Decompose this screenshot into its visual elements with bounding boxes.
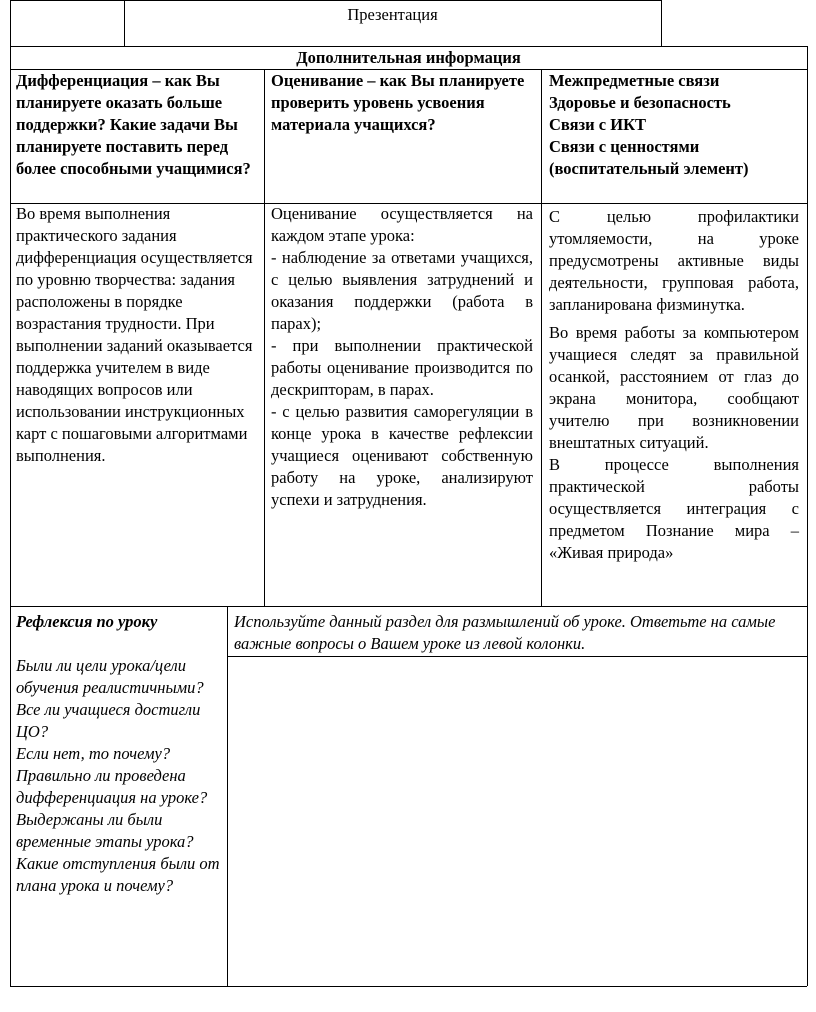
question-deviations: Какие отступления были от плана урока и почему? <box>16 854 220 895</box>
reflection-top-border <box>10 606 807 607</box>
reflection-instructions: Используйте данный раздел для размышлений об уроке. Ответьте на самые важные вопросы о Вашем уроке из левой колонки. <box>234 612 776 653</box>
reflection-answer-area[interactable] <box>228 657 807 986</box>
integration-paragraph: В процессе выполнения практической работы осуществляется интеграция с предметом Познание мира – «Живая природа» <box>549 455 799 562</box>
table-left-border <box>10 46 11 986</box>
body-cross-curricular <box>549 206 799 564</box>
header-differentiation: Дифференциация – как Вы планируете оказать больше поддержки? Какие задачи Вы планируете поставить перед более способными учащимися? <box>16 71 251 178</box>
header-line-interdisciplinary: Межпредметные связи <box>549 71 720 90</box>
header-cross-curricular <box>549 70 804 180</box>
question-goals: Были ли цели урока/цели обучения реалистичными? <box>16 656 204 697</box>
header-line-ict: Связи с ИКТ <box>549 115 647 134</box>
reflection-questions <box>16 655 221 897</box>
question-differentiation: Правильно ли проведена дифференциация на уроке? <box>16 766 208 807</box>
assessment-intro: Оценивание осуществляется на каждом этапе урока: <box>271 204 533 245</box>
table-right-border <box>807 46 808 986</box>
header-assessment: Оценивание – как Вы планируете проверить уровень усвоения материала учащихся? <box>271 71 525 134</box>
question-why-not: Если нет, то почему? <box>16 744 171 763</box>
health-paragraph-1: С целью профилактики утомляемости, на уроке предусмотрены активные виды деятельности, групповая работа, запланирована физминутка. <box>549 207 799 314</box>
question-achieved: Все ли учащиеся достигли ЦО? <box>16 700 201 741</box>
body-assessment <box>271 203 533 511</box>
question-timing: Выдержаны ли были временные этапы урока? <box>16 810 194 851</box>
presentation-label: Презентация <box>347 5 438 24</box>
top-border <box>10 0 661 1</box>
col-divider-1 <box>264 69 265 606</box>
reflection-title: Рефлексия по уроку <box>16 612 158 631</box>
assessment-item: - с целью развития саморегуляции в конце урока в качестве рефлексии учащиеся оценивают собственную работу на уроке, анализируют успехи и затруднения. <box>271 402 533 509</box>
col-divider-2 <box>541 69 542 606</box>
assessment-item: - при выполнении практической работы оценивание производится по дескрипторам, в парах. <box>271 336 533 399</box>
top-left-border <box>10 0 11 46</box>
assessment-item: - наблюдение за ответами учащихся, с целью выявления затруднений и оказания поддержки (работа в парах); <box>271 248 533 333</box>
health-paragraph-2: Во время работы за компьютером учащиеся следят за правильной осанкой, расстоянием от глаз до экрана монитора, сообщают учителю при возникновении внештатных ситуаций. <box>549 323 799 452</box>
table-bottom-border <box>10 986 807 987</box>
section-title: Дополнительная информация <box>296 48 521 67</box>
header-line-values: Связи с ценностями (воспитательный элемент) <box>549 137 749 178</box>
body-differentiation: Во время выполнения практического задания дифференциация осуществляется по уровню творчества: задания расположены в порядке возрастания трудности. При выполнении заданий оказывается поддержка учителем в виде наводящих вопросов или использовании инструкционных карт с пошаговыми алгоритмами выполнения. <box>16 204 253 465</box>
top-divider-2 <box>661 0 662 46</box>
header-line-health-safety: Здоровье и безопасность <box>549 93 731 112</box>
